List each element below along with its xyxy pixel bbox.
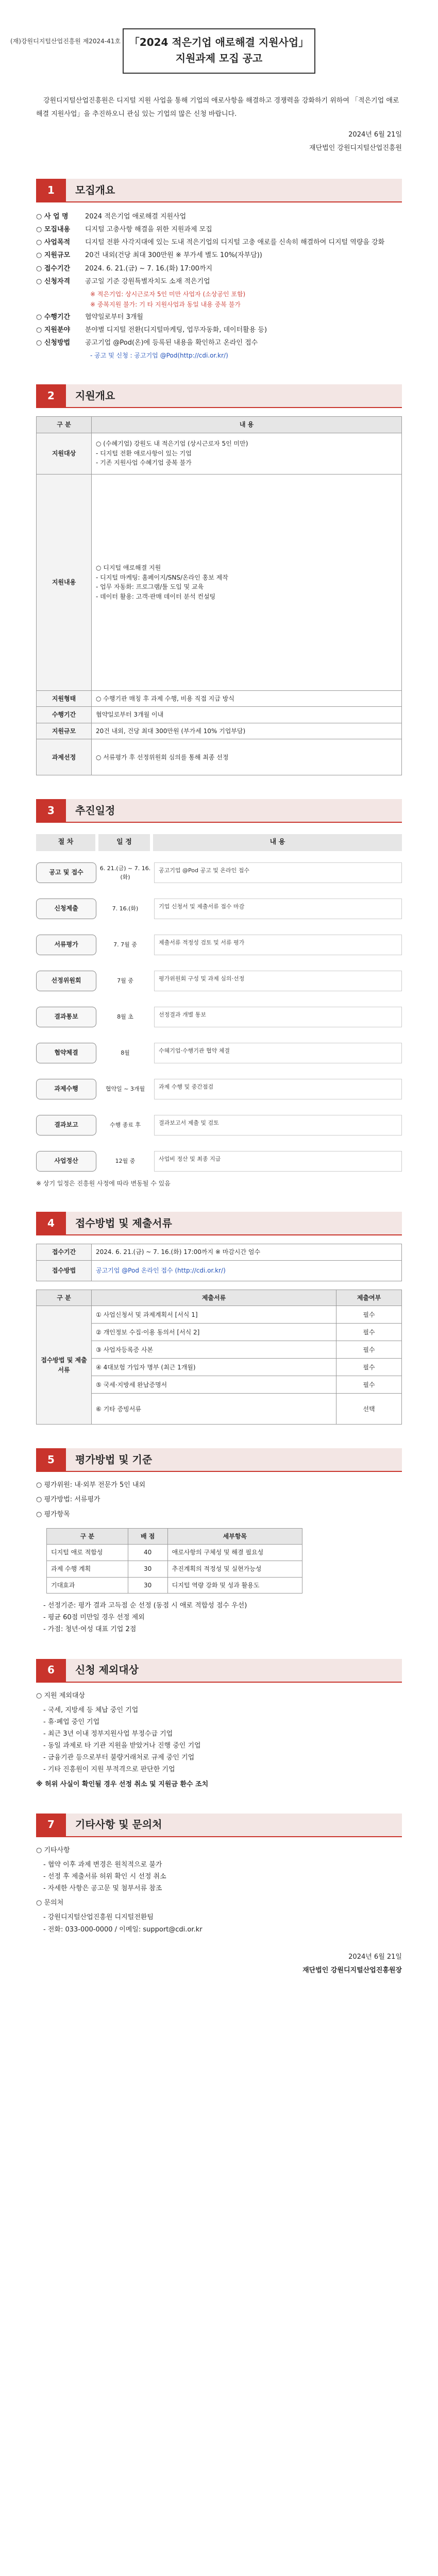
exclude-item: - 휴·폐업 중인 기업: [43, 1718, 100, 1726]
overview-value: 2024. 6. 21.(금) ~ 7. 16.(화) 17:00까지: [85, 264, 213, 273]
table-key: 지원내용: [37, 474, 92, 690]
announce-org: 재단법인 강원디지털산업진흥원: [309, 144, 402, 152]
exclude-item: - 금융기관 등으로부터 불량거래처로 규제 중인 기업: [43, 1754, 195, 1762]
table-key: 과제선정: [37, 739, 92, 775]
support-table: [36, 416, 402, 775]
eval-note: - 평균 60점 미만일 경우 선정 제외: [43, 1614, 145, 1622]
overview-key: ○ 신청자격: [36, 277, 71, 285]
doc-required: 필수: [336, 1306, 402, 1324]
section-4-header: [36, 1212, 402, 1235]
schedule-step: 과제수행: [36, 1079, 96, 1099]
doc-required: 필수: [336, 1324, 402, 1341]
schedule-desc: 선정결과 개별 통보: [154, 1007, 402, 1027]
section-number: 4: [36, 1212, 66, 1234]
etc-item: - 협약 이후 과제 변경은 원칙적으로 불가: [43, 1860, 162, 1869]
contact-item: - 강원디지털산업진흥원 디지털전환팀: [43, 1913, 154, 1922]
doc-required: 필수: [336, 1376, 402, 1394]
footer-date: 2024년 6월 21일: [348, 1953, 402, 1961]
overview-value: 협약일로부터 3개월: [85, 313, 143, 321]
eval-note: - 선정기준: 평가 결과 고득점 순 선정 (동점 시 애로 적합성 점수 우선): [43, 1602, 247, 1610]
section-number: 6: [36, 1659, 66, 1682]
overview-value: 디지털 전환 사각지대에 있는 도내 적은기업의 디지털 고충 애로를 신속히 해결하여 디지털 역량을 강화: [85, 239, 385, 247]
overview-key: ○ 신청방법: [36, 339, 71, 347]
table-key: 지원대상: [37, 433, 92, 474]
overview-value: 공고일 기준 강원특별자치도 소재 적은기업: [85, 277, 210, 285]
schedule-desc: 과제 수행 및 중간점검: [154, 1079, 402, 1099]
schedule-desc: 제출서류 적정성 검토 및 서류 평가: [154, 935, 402, 955]
section-number: 3: [36, 799, 66, 822]
doc-required: 필수: [336, 1341, 402, 1359]
section-label: 평가방법 및 기준: [66, 1448, 402, 1471]
schedule-step: 결과통보: [36, 1007, 96, 1027]
doc-name: ③ 사업자등록증 사본: [92, 1341, 336, 1359]
overview-value: 분야별 디지털 전환(디지털마케팅, 업무자동화, 데이터활용 등): [85, 326, 267, 334]
schedule-step: 서류평가: [36, 935, 96, 955]
overview-value: 디지털 고충사항 해결을 위한 지원과제 모집: [85, 226, 212, 234]
section-3-header: [36, 799, 402, 823]
exclude-item: - 국세, 지방세 등 체납 중인 기업: [43, 1706, 139, 1714]
schedule-date: 협약일 ~ 3개월: [105, 1086, 145, 1093]
table-value: ○ 수행기관 매칭 후 과제 수행, 비용 직접 지급 방식: [92, 690, 402, 707]
exclude-list: [36, 1691, 402, 1790]
table-key: 지원규모: [37, 723, 92, 739]
section-label: 기타사항 및 문의처: [66, 1814, 402, 1836]
eval-table: [46, 1528, 302, 1594]
eval-notes: [36, 1601, 402, 1635]
eval-list: [36, 1480, 402, 1519]
etc-item: - 자세한 사항은 공고문 및 첨부서류 참조: [43, 1885, 162, 1893]
doc-required: 선택: [336, 1394, 402, 1425]
section-label: 접수방법 및 제출서류: [66, 1212, 402, 1234]
table-key: 수행기간: [37, 707, 92, 723]
eval-detail: 애로사항의 구체성 및 해결 필요성: [167, 1545, 302, 1561]
exclude-note: ※ 허위 사실이 확인될 경우 선정 취소 및 지원금 환수 조치: [36, 1780, 209, 1788]
intro-paragraph: 강원디지털산업진흥원은 디지털 지원 사업을 통해 기업의 애로사항을 해결하고 경쟁력을 강화하기 위하여 「적은기업 애로해결 지원사업」을 추진하오니 관심 있는 기업의 많은 신청 바랍니다.: [36, 97, 399, 118]
section-number: 7: [36, 1814, 66, 1836]
schedule-note: ※ 상기 일정은 진흥원 사정에 따라 변동될 수 있음: [36, 1179, 171, 1187]
overview-key: ○ 지원분야: [36, 326, 71, 334]
overview-sub-link[interactable]: - 공고 및 신청 : 공고기업 @Pod(http://cdi.or.kr/): [90, 352, 228, 360]
schedule-desc: 평가위원회 구성 및 과제 심의·선정: [154, 971, 402, 991]
overview-sub: ※ 적은기업: 상시근로자 5인 미만 사업자 (소상공인 포함): [90, 290, 246, 298]
table-value: 20건 내외, 건당 최대 300만원 (부가세 10% 기업부담): [92, 723, 402, 739]
table-header: 구 분: [37, 417, 92, 433]
section-number: 5: [36, 1448, 66, 1471]
doc-required: 필수: [336, 1359, 402, 1376]
eval-item: ○ 평가방법: 서류평가: [36, 1496, 100, 1504]
schedule-desc: 결과보고서 제출 및 검토: [154, 1115, 402, 1136]
document-page: [0, 28, 438, 2576]
table-header: 구 분: [37, 1290, 92, 1306]
exclude-item: - 기타 진흥원이 지원 부적격으로 판단한 기업: [43, 1766, 175, 1774]
overview-value: 공고기업 @Pod(온)에 등록된 내용을 확인하고 온라인 접수: [85, 339, 258, 347]
table-header: 세부항목: [167, 1528, 302, 1545]
schedule-date: 8월 초: [117, 1013, 133, 1021]
table-value: ○ (수혜기업) 강원도 내 적은기업 (상시근로자 5인 미만) - 디지털 전환 애로사항이 있는 기업 - 기존 지원사업 수혜기업 중복 불가: [92, 433, 402, 474]
table-header: 제출여부: [336, 1290, 402, 1306]
overview-key: ○ 수행기간: [36, 313, 71, 321]
doc-name: ⑤ 국세·지방세 완납증명서: [92, 1376, 336, 1394]
table-key: 지원형태: [37, 690, 92, 707]
doc-name: ④ 4대보험 가입자 명부 (최근 1개월): [92, 1359, 336, 1376]
overview-list: [36, 212, 402, 361]
section-label: 지원개요: [66, 384, 402, 407]
table-header: 내 용: [92, 417, 402, 433]
section-label: 모집개요: [66, 179, 402, 201]
footer-sign: [36, 1951, 402, 1977]
schedule-date: 6. 21.(금) ~ 7. 16.(화): [99, 865, 151, 880]
schedule-header: 절 차: [36, 834, 95, 851]
schedule-step: 사업정산: [36, 1151, 96, 1172]
schedule-step: 공고 및 접수: [36, 862, 96, 883]
table-header: 구 분: [47, 1528, 128, 1545]
overview-sub: ※ 중복지원 불가: 기 타 지원사업과 동일 내용 중복 불가: [90, 301, 241, 309]
title-line-1: 「2024 적은기업 애로해결 지원사업」: [129, 36, 309, 48]
exclude-item: - 동일 과제로 타 기관 지원을 받았거나 진행 중인 기업: [43, 1742, 201, 1750]
schedule-desc: 사업비 정산 및 최종 지급: [154, 1151, 402, 1172]
contact-title: ○ 문의처: [36, 1899, 64, 1907]
exclude-item: - 최근 3년 이내 정부지원사업 부정수급 기업: [43, 1730, 173, 1738]
section-6-header: [36, 1659, 402, 1683]
schedule-date: 7. 7월 중: [113, 941, 137, 948]
overview-key: ○ 모집내용: [36, 226, 71, 234]
doc-ref-number: (재)강원디지털산업진흥원 제2024-41호: [10, 38, 121, 45]
schedule-date: 8월: [121, 1049, 130, 1057]
table-key: 접수방법 및 제출서류: [37, 1306, 92, 1425]
overview-key: ○ 사업목적: [36, 239, 71, 247]
overview-key: ○ 지원규모: [36, 251, 71, 260]
section-7-header: [36, 1814, 402, 1837]
overview-value: 2024 적은기업 애로해결 지원사업: [85, 213, 187, 221]
eval-score: 30: [128, 1577, 167, 1594]
doc-name: ⑥ 기타 증빙서류: [92, 1394, 336, 1425]
etc-title: ○ 기타사항: [36, 1846, 70, 1854]
eval-score: 40: [128, 1545, 167, 1561]
contact-item[interactable]: - 전화: 033-000-0000 / 이메일: support@cdi.or.kr: [43, 1925, 203, 1934]
section-2-header: [36, 384, 402, 408]
section-5-header: [36, 1448, 402, 1472]
eval-criterion: 디지털 애로 적합성: [47, 1545, 128, 1561]
announce-date: 2024년 6월 21일: [348, 131, 402, 139]
schedule-date: 수행 종료 후: [109, 1122, 141, 1129]
section-label: 신청 제외대상: [66, 1659, 402, 1682]
eval-note: - 가점: 청년·여성 대표 기업 2점: [43, 1625, 137, 1634]
schedule-desc: 수혜기업·수행기관 협약 체결: [154, 1043, 402, 1063]
schedule-step: 신청제출: [36, 899, 96, 919]
eval-score: 30: [128, 1561, 167, 1577]
schedule-date: 7. 16.(화): [112, 905, 139, 912]
submit-docs-table: [36, 1290, 402, 1425]
section-number: 2: [36, 384, 66, 407]
doc-name: ② 개인정보 수집·이용 동의서 [서식 2]: [92, 1324, 336, 1341]
schedule-date: 7월 중: [117, 977, 133, 985]
table-value: ○ 서류평가 후 선정위원회 심의를 통해 최종 선정: [92, 739, 402, 775]
section-label: 추진일정: [66, 799, 402, 822]
eval-criterion: 기대효과: [47, 1577, 128, 1594]
schedule-step: 선정위원회: [36, 971, 96, 991]
table-header: 배 점: [128, 1528, 167, 1545]
schedule-date: 12월 중: [115, 1158, 136, 1165]
title-line-2: 지원과제 모집 공고: [175, 52, 263, 64]
section-1-header: [36, 179, 402, 202]
eval-detail: 추진계획의 적정성 및 실현가능성: [167, 1561, 302, 1577]
doc-name: ① 사업신청서 및 과제계획서 [서식 1]: [92, 1306, 336, 1324]
table-value[interactable]: 공고기업 @Pod 온라인 접수 (http://cdi.or.kr/): [92, 1260, 402, 1281]
eval-item: ○ 평가항목: [36, 1510, 70, 1518]
overview-key: ○ 접수기간: [36, 264, 71, 273]
table-value: 협약일로부터 3개월 이내: [92, 707, 402, 723]
table-key: 접수기간: [37, 1244, 92, 1261]
schedule-header: 내 용: [153, 834, 402, 851]
announce-sign: [36, 128, 402, 155]
overview-key: ○ 사 업 명: [36, 213, 69, 221]
title-box: [123, 28, 315, 74]
schedule-step: 결과보고: [36, 1115, 96, 1136]
submit-info-table: [36, 1244, 402, 1281]
table-value: 2024. 6. 21.(금) ~ 7. 16.(화) 17:00까지 ※ 마감시간 엄수: [92, 1244, 402, 1261]
exclude-title: ○ 지원 제외대상: [36, 1691, 85, 1700]
etc-list: [36, 1845, 402, 1935]
schedule-header: 일 정: [98, 834, 150, 851]
schedule-desc: 기업 신청서 및 제출서류 접수 마감: [154, 899, 402, 919]
table-key: 접수방법: [37, 1260, 92, 1281]
table-header: 제출서류: [92, 1290, 336, 1306]
schedule-flow: [36, 834, 402, 1188]
footer-org: 재단법인 강원디지털산업진흥원장: [302, 1966, 402, 1974]
eval-item: ○ 평가위원: 내·외부 전문가 5인 내외: [36, 1481, 146, 1489]
schedule-step: 협약체결: [36, 1043, 96, 1063]
eval-detail: 디지털 역량 강화 및 성과 활용도: [167, 1577, 302, 1594]
etc-item: - 선정 후 제출서류 허위 확인 시 선정 취소: [43, 1872, 166, 1880]
section-number: 1: [36, 179, 66, 201]
eval-criterion: 과제 수행 계획: [47, 1561, 128, 1577]
overview-value: 20건 내외(건당 최대 300만원 ※ 부가세 별도 10%(자부담)): [85, 251, 262, 260]
table-value: ○ 디지털 애로해결 지원 - 디지털 마케팅: 홈페이지/SNS/온라인 홍보 제작 - 업무 자동화: 프로그램/툴 도입 및 교육 - 데이터 활용: 고객·판매 데이터 분석 컨설팅: [92, 474, 402, 690]
schedule-desc: 공고기업 @Pod 공고 및 온라인 접수: [154, 862, 402, 883]
